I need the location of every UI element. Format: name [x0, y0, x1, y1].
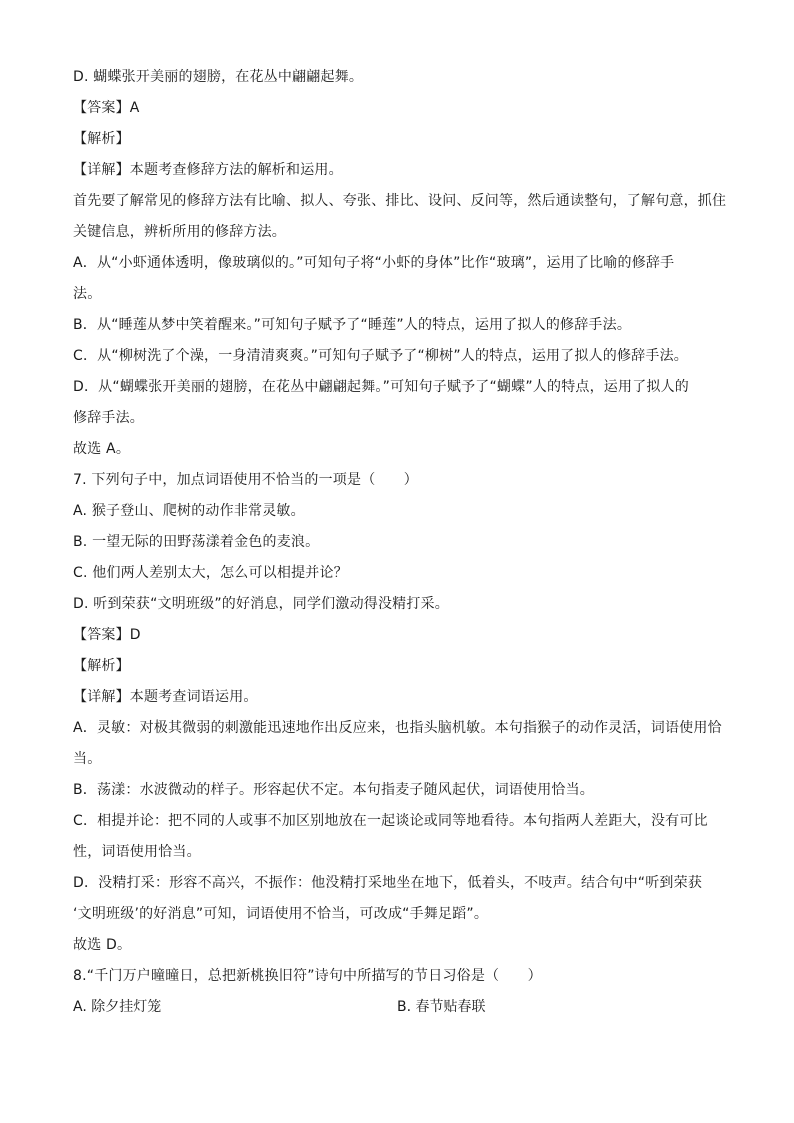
document-page [73, 62, 727, 1023]
detail-option-d-q7-cont: ‘文明班级’的好消息”可知，词语使用不恰当，可改成“手舞足蹈”。 [73, 906, 489, 922]
detail-option-a-q7-cont: 当。 [73, 751, 102, 767]
detail-option-d-q6: D．从“蝴蝶张开美丽的翅膀，在花丛中翩翩起舞。”可知句子赋予了“蝴蝶”人的特点，运用了拟人的 [73, 379, 689, 395]
detail-option-a-q6: A．从“小虾通体透明，像玻璃似的。”可知句子将“小虾的身体”比作“玻璃”，运用了比喻的修辞手 [73, 255, 675, 271]
detail-option-c-q7-cont: 性，词语使用恰当。 [73, 844, 201, 860]
detail-option-c-q6: C．从“柳树洗了个澡，一身清清爽爽。”可知句子赋予了“柳树”人的特点，运用了拟人的修辞手法。 [73, 348, 688, 364]
detail-option-a-q7: A．灵敏：对极其微弱的刺激能迅速地作出反应来，也指头脑机敏。本句指猴子的动作灵活，词语使用恰 [73, 720, 722, 736]
question-8: 8.“千门万户曈曈日，总把新桃换旧符”诗句中所描写的节日习俗是（ ） [73, 968, 542, 984]
detail-option-b-q6: B．从“睡莲从梦中笑着醒来。”可知句子赋予了“睡莲”人的特点，运用了拟人的修辞手法。 [73, 317, 632, 333]
detail-intro-q7: 【详解】本题考查词语运用。 [73, 689, 258, 705]
answer-label-q7: 【答案】D [73, 627, 141, 643]
detail-option-c-q7: C．相提并论：把不同的人或事不加区别地放在一起谈论或同等地看待。本句指两人差距大，没有可比 [73, 813, 708, 829]
detail-option-b-q7: B．荡漾：水波微动的样子。形容起伏不定。本句指麦子随风起伏，词语使用恰当。 [73, 782, 595, 798]
detail-text-q6: 首先要了解常见的修辞方法有比喻、拟人、夸张、排比、设问、反问等，然后通读整句，了解句意，抓住 [73, 193, 727, 209]
answer-label-q6: 【答案】A [73, 100, 140, 116]
option-b-q7: B. 一望无际的田野荡漾着金色的麦浪。 [73, 534, 320, 550]
detail-option-d-q6-cont: 修辞手法。 [73, 410, 144, 426]
option-a-q7: A. 猴子登山、爬树的动作非常灵敏。 [73, 503, 305, 519]
options-row-q8 [73, 992, 723, 1023]
detail-intro-q6: 【详解】本题考查修辞方法的解析和运用。 [73, 162, 343, 178]
conclusion-q7: 故选 D。 [73, 937, 132, 953]
analysis-label-q7: 【解析】 [73, 658, 130, 674]
option-d-q7: D. 听到荣获“文明班级”的好消息，同学们激动得没精打采。 [73, 596, 449, 612]
conclusion-q6: 故选 A。 [73, 441, 131, 457]
option-b-q8: B. 春节贴春联 [397, 999, 486, 1015]
detail-text-q6: 关键信息，辨析所用的修辞方法。 [73, 224, 286, 240]
analysis-label-q6: 【解析】 [73, 131, 130, 147]
question-7: 7. 下列句子中，加点词语使用不恰当的一项是（ ） [73, 472, 419, 488]
option-c-q7: C. 他们两人差别太大，怎么可以相提并论？ [73, 565, 348, 581]
detail-option-a-q6-cont: 法。 [73, 286, 102, 302]
detail-option-d-q7: D．没精打采：形容不高兴，不振作：他没精打采地坐在地下，低着头，不吱声。结合句中“听到荣获 [73, 875, 703, 891]
option-a-q8: A. 除夕挂灯笼 [73, 999, 162, 1015]
option-d-q6: D. 蝴蝶张开美丽的翅膀，在花丛中翩翩起舞。 [73, 69, 364, 85]
